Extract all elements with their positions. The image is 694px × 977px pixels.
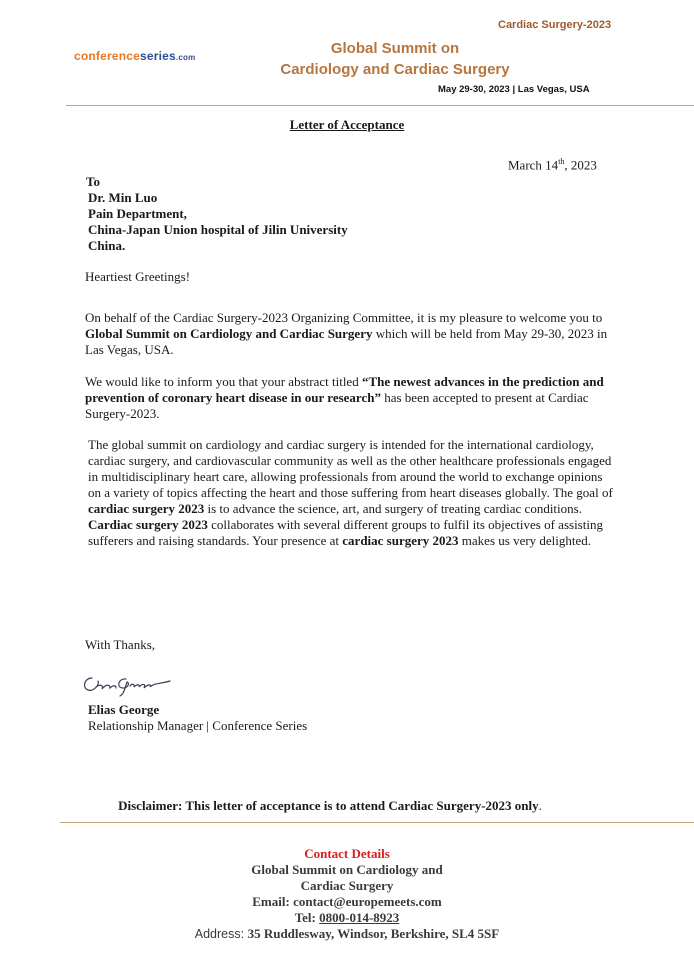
recipient-department: Pain Department, [88, 206, 187, 221]
date-suffix: , 2023 [564, 157, 597, 173]
tel-label: Tel: [294, 910, 320, 925]
contact-heading: Contact Details [304, 846, 390, 861]
event-tag: Cardiac Surgery-2023 [498, 19, 612, 31]
date-sup: th [558, 157, 565, 166]
contact-tel [0, 910, 694, 926]
signer-name: Elias George [88, 702, 160, 717]
logo-part-2: series [140, 49, 176, 63]
conference-date-location: May 29-30, 2023 | Las Vegas, USA [438, 84, 590, 95]
address-label: Address: [194, 927, 248, 941]
recipient-name: Dr. Min Luo [88, 190, 158, 205]
logo-part-1: conference [74, 49, 141, 63]
recipient-country: China. [88, 238, 126, 253]
p2-abstract-title: “The newest advances in the prediction and prevention of coronary heart disease in our research” [85, 374, 604, 405]
p3-text-c: is to advance the science, art, and surgery of treating cardiac conditions. [204, 501, 582, 516]
p3-text-e: collaborates with several different groups to fulfil its objectives of assisting sufferers and raising standards. Your presence at [88, 517, 603, 548]
p3-bold-f: cardiac surgery 2023 [342, 533, 459, 548]
p3-text-g: makes us very delighted. [458, 533, 592, 548]
conference-title [250, 38, 540, 80]
paragraph-summit-info [88, 437, 613, 549]
conference-title-line-2: Cardiology and Cardiac Surgery [280, 61, 510, 78]
to-label: To [86, 174, 100, 189]
disclaimer-period: . [538, 798, 542, 813]
greeting: Heartiest Greetings! [85, 269, 191, 284]
conference-series-logo [74, 49, 195, 63]
letter-title: Letter of Acceptance [289, 117, 405, 132]
p1-event-name: Global Summit on Cardiology and Cardiac Surgery [85, 326, 373, 341]
signer-role: Relationship Manager | Conference Series [88, 718, 308, 733]
p3-text-a: The global summit on cardiology and cardiac surgery is intended for the international cardiology, cardiac surgery, and cardiovascular community as well as the other healthcare professionals engaged in multidisciplinary heart care, allowing professionals from around the world to exchange opinions on a variety of topics affecting the heart and those suffering from heart diseases globally. The goal of [88, 437, 613, 500]
contact-details [0, 846, 694, 942]
header-divider [66, 105, 694, 106]
p3-bold-b: cardiac surgery 2023 [88, 501, 205, 516]
disclaimer [0, 798, 660, 814]
contact-event-line-1: Global Summit on Cardiology and [251, 862, 443, 877]
conference-title-line-1: Global Summit on [330, 40, 460, 57]
p2-text-c: has been accepted to present at Cardiac Surgery-2023. [85, 390, 589, 421]
disclaimer-text: Disclaimer: This letter of acceptance is to attend Cardiac Surgery-2023 only [118, 798, 539, 813]
footer-divider [60, 822, 694, 823]
date-prefix: March 14 [508, 157, 559, 173]
contact-email: Email: contact@europemeets.com [252, 894, 442, 909]
letter-date [508, 157, 597, 173]
p1-text-c: which will be held from May 29-30, 2023 in Las Vegas, USA. [85, 326, 608, 357]
p3-bold-d: Cardiac surgery 2023 [88, 517, 208, 532]
paragraph-abstract [85, 374, 613, 422]
address-text: 35 Ruddlesway, Windsor, Berkshire, SL4 5SF [247, 926, 500, 941]
tel-number: 0800-014-8923 [319, 910, 400, 925]
handwritten-signature [80, 672, 180, 698]
contact-event-line-2: Cardiac Surgery [300, 878, 394, 893]
recipient-institution: China-Japan Union hospital of Jilin University [88, 222, 348, 237]
p2-text-a: We would like to inform you that your abstract titled [85, 374, 362, 389]
p1-text-a: On behalf of the Cardiac Surgery-2023 Organizing Committee, it is my pleasure to welcome you to [85, 310, 603, 325]
logo-part-3: .com [175, 53, 196, 62]
recipient-address [86, 190, 348, 254]
contact-address [0, 926, 694, 942]
paragraph-welcome [85, 310, 613, 358]
closing: With Thanks, [85, 637, 156, 652]
